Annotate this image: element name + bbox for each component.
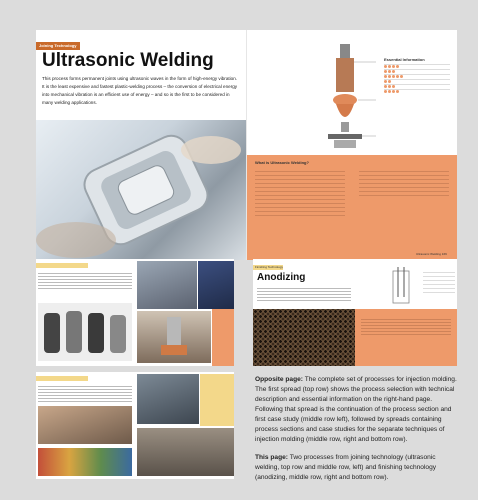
anodizing-diagram	[391, 267, 411, 307]
anodizing-intro-lines	[257, 286, 351, 302]
honeycomb-photo	[253, 309, 355, 366]
welding-horn-photo	[137, 311, 211, 363]
phone-casing-illustration	[36, 120, 246, 260]
section-tag-label: Joining Technology	[39, 43, 77, 48]
blue-parts-photo	[198, 261, 234, 309]
components-photo	[137, 428, 234, 476]
text-columns	[38, 271, 132, 291]
case-study-tag	[36, 263, 88, 268]
anodizing-title: Anodizing	[257, 272, 306, 283]
tools-photo	[137, 261, 197, 309]
bottom-tag	[36, 376, 88, 381]
coloured-samples-photo	[38, 448, 132, 476]
middle-left-spread	[36, 259, 234, 366]
orange-panel	[212, 309, 234, 366]
aluminium-parts-photo	[38, 406, 132, 444]
what-is-box-title: What is Ultrasonic Welding?	[255, 160, 309, 165]
caption-opposite: Opposite page: The complete set of processes for injection molding. The first spread (top row) shows the process selection with technical description and essential information on the right-hand page. Following that spread is the continuation of the process section and first case study (middle row left), followed by spreads containing process sections and case studies for the separate techniques of injection molding (middle row, right and bottom row).	[255, 376, 457, 443]
anodizing-box-lines	[361, 317, 451, 337]
bottom-left-spread	[36, 372, 234, 479]
essential-info-panel	[384, 64, 450, 104]
hero-photo	[36, 120, 246, 260]
side-panel	[200, 374, 234, 426]
intro-text: This process forms permanent joints using ultrasonic waves in the form of high-energy vibration. It is the least expensive and fastest plastic-welding process – the conversion of electrical energy into mechanical vibration is an efficient use of energy – and so is the first to be considered in many welding applications.	[42, 76, 238, 105]
caption	[255, 375, 460, 483]
page-title: Ultrasonic Welding	[42, 50, 214, 71]
caption-this-page: This page: Two processes from joining technology (ultrasonic welding, top row and middle row, left) and finishing technology (anodizing, middle row, right and bottom row).	[255, 454, 437, 481]
bottom-text-columns	[38, 384, 132, 402]
what-is-box-columns	[255, 168, 451, 218]
machinery-photo	[137, 374, 199, 424]
anodizing-spread	[253, 259, 457, 366]
phones-photo	[38, 303, 132, 361]
welding-machine-diagram	[306, 40, 386, 155]
essential-info-title: Essential Information	[384, 57, 425, 62]
anodizing-info-table	[423, 269, 455, 295]
top-spread	[36, 30, 457, 260]
anodizing-tag-label: Finishing Technology	[255, 265, 283, 269]
page-footer: Ultrasonic Welding 169	[416, 252, 447, 256]
